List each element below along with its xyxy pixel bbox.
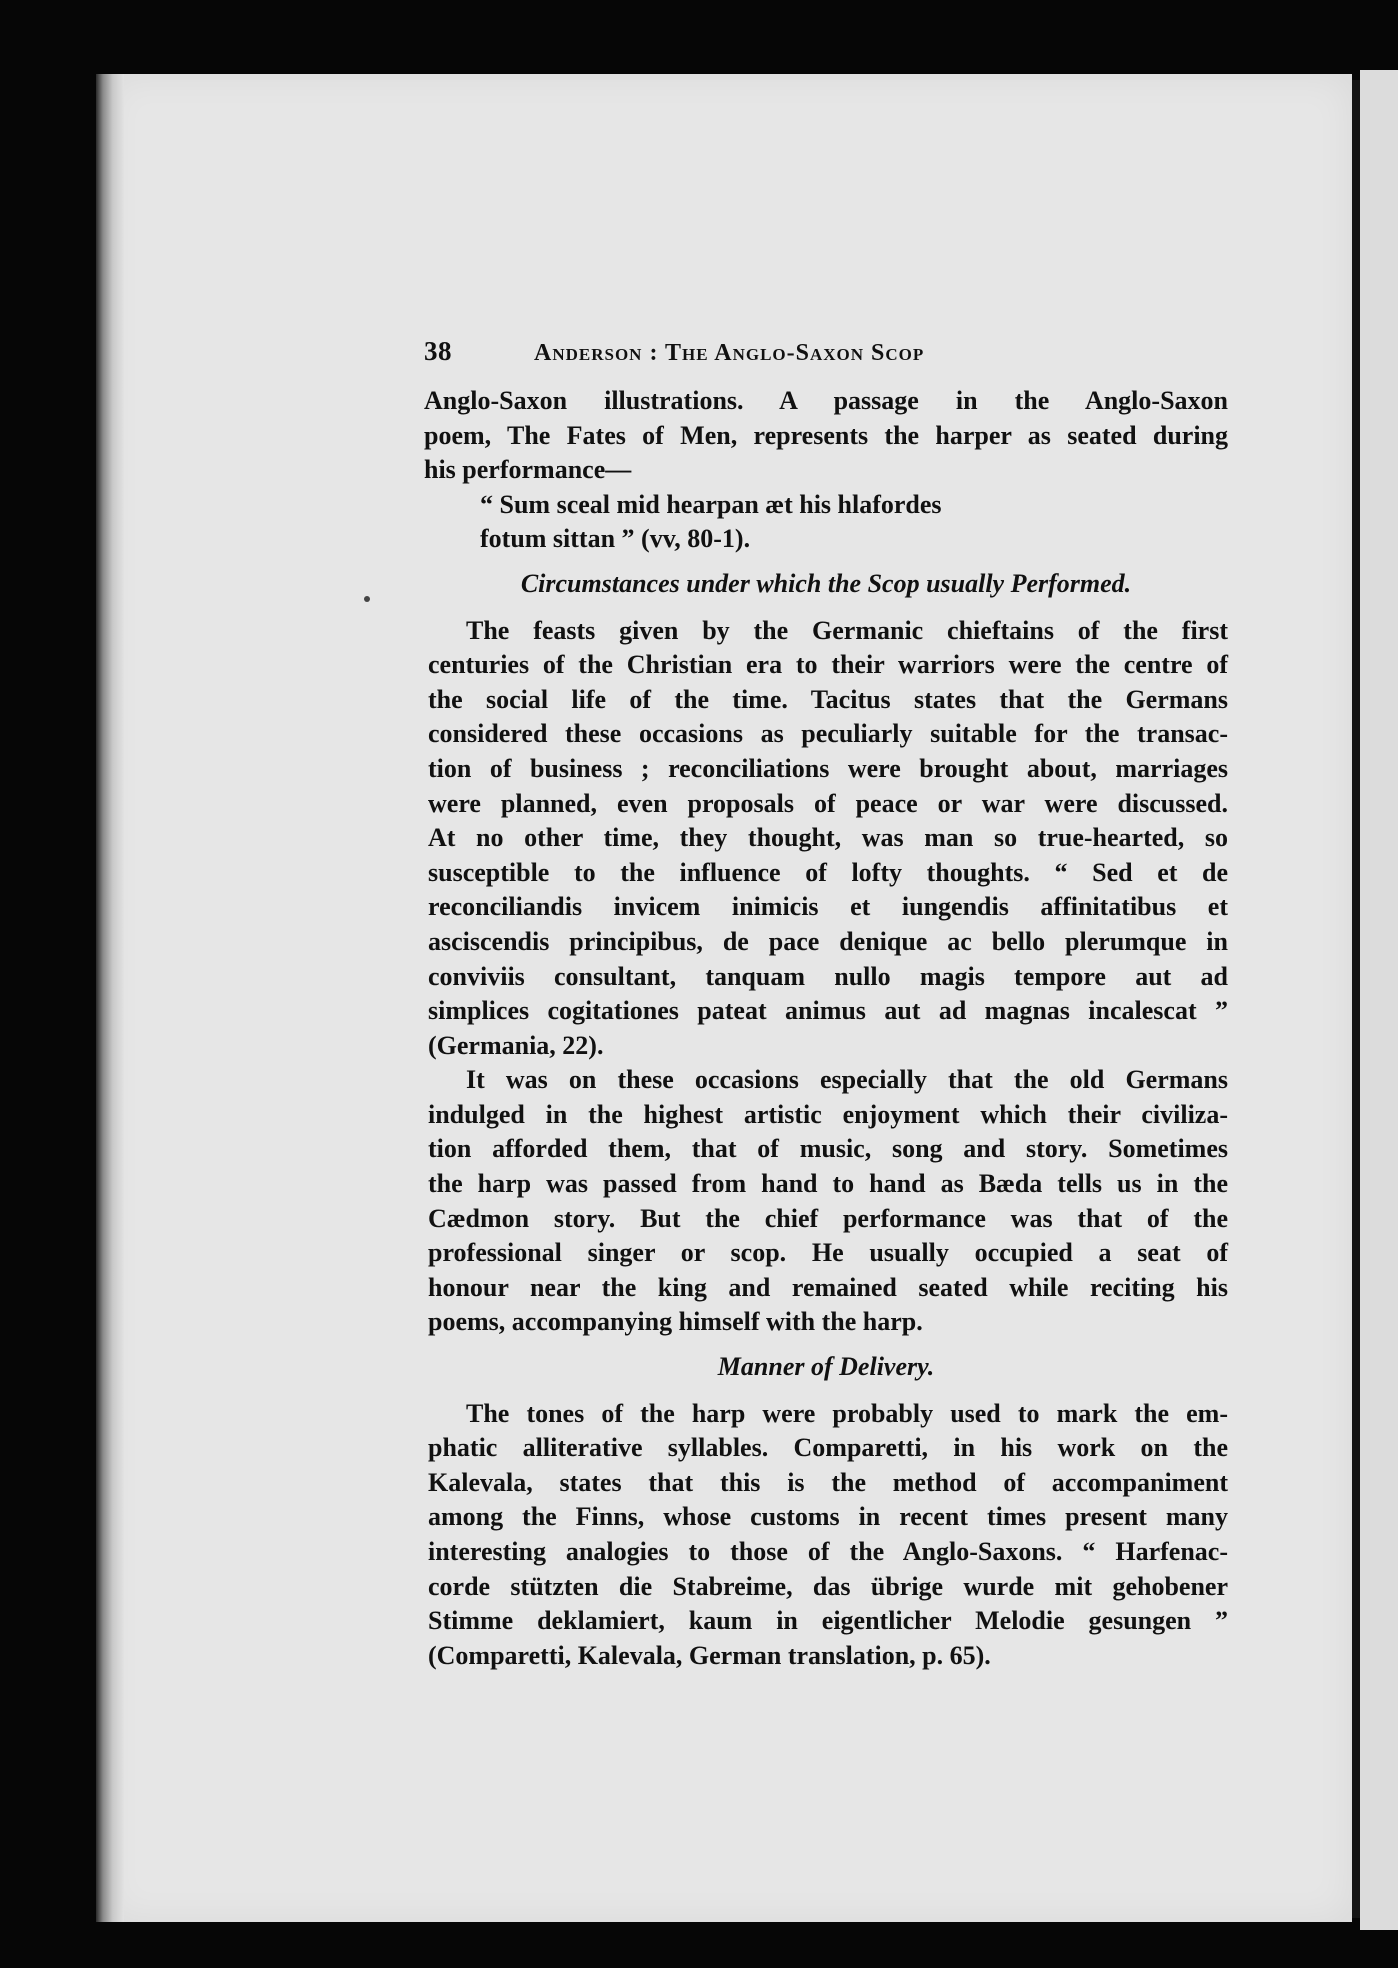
running-title: Anderson : The Anglo-Saxon Scop [534, 340, 925, 366]
page-number: 38 [424, 336, 452, 366]
p3-line-5: interesting analogies to those of the Anglo-Saxons. “ Harfenac- [428, 1537, 1228, 1566]
facing-page-edge [1360, 70, 1398, 1930]
intro-line-2: poem, The Fates of Men, represents the harper as seated during [424, 420, 1228, 450]
p1-line-5: tion of business ; reconciliations were brought about, marriages [428, 753, 1228, 783]
p3-line-4: among the Finns, whose customs in recent times present many [428, 1502, 1228, 1532]
p3-line-8: (Comparetti, Kalevala, German translation, p. 65). [428, 1640, 991, 1670]
p2-line-1: It was on these occasions especially that the old Germans [466, 1065, 1228, 1095]
p1-line-7: At no other time, they thought, was man so true-hearted, so [428, 823, 1228, 853]
p1-line-2: centuries of the Christian era to their warriors were the centre of [428, 650, 1228, 680]
intro-line-3: his performance— [424, 455, 632, 485]
verse-line-1: “ Sum sceal mid hearpan æt his hlafordes [480, 489, 942, 519]
p2-line-8: poems, accompanying himself with the harp. [428, 1307, 923, 1337]
p3-line-2: phatic alliterative syllables. Comparetti, in his work on the [428, 1433, 1228, 1463]
p1-line-6: were planned, even proposals of peace or war were discussed. [428, 788, 1228, 818]
running-head [424, 334, 1228, 384]
p1-line-8: susceptible to the influence of lofty thoughts. “ Sed et de [428, 857, 1228, 887]
p1-line-11: conviviis consultant, tanquam nullo magis tempore aut ad [428, 961, 1228, 991]
intro-paragraph [424, 384, 1228, 488]
book-gutter [96, 74, 124, 1922]
p1-line-10: asciscendis principibus, de pace denique ac bello plerumque in [428, 926, 1228, 956]
p2-line-5: Cædmon story. But the chief performance was that of the [428, 1203, 1228, 1233]
p2-line-7: honour near the king and remained seated while reciting his [428, 1272, 1228, 1302]
p2-line-4: the harp was passed from hand to hand as Bæda tells us in the [428, 1169, 1228, 1199]
p2-line-6: professional singer or scop. He usually occupied a seat of [428, 1238, 1228, 1268]
margin-dot [364, 596, 370, 602]
verse-line-2: fotum sittan ” (vv, 80-1). [480, 524, 751, 554]
section-heading-delivery: Manner of Delivery. [717, 1352, 935, 1382]
p3-line-6: corde stützten die Stabreime, das übrige wurde mit gehobener [428, 1571, 1228, 1601]
paragraph-feasts [424, 614, 1228, 1064]
p1-line-9: reconciliandis invicem inimicis et iungendis affinitatibus et [428, 892, 1228, 922]
p2-line-3: tion afforded them, that of music, song and story. Sometimes [428, 1134, 1228, 1164]
page-edge-shadow [1352, 80, 1360, 1918]
p3-line-1: The tones of the harp were probably used to mark the em- [466, 1398, 1228, 1428]
intro-line-1: Anglo-Saxon illustrations. A passage in the Anglo-Saxon [424, 386, 1228, 415]
verse-quotation [480, 488, 1228, 557]
p2-line-2: indulged in the highest artistic enjoyment which their civiliza- [428, 1099, 1228, 1129]
p1-line-12: simplices cogitationes pateat animus aut ad magnas incalescat ” [428, 996, 1228, 1026]
p3-line-3: Kalevala, states that this is the method of accompaniment [428, 1467, 1228, 1497]
p1-line-13: (Germania, 22). [428, 1030, 604, 1060]
p1-line-3: the social life of the time. Tacitus states that the Germans [428, 684, 1228, 714]
paragraph-occasions [424, 1063, 1228, 1340]
p1-line-1: The feasts given by the Germanic chieftains of the first [466, 615, 1228, 645]
text-column [424, 334, 1228, 1673]
section-heading-circumstances: Circumstances under which the Scop usually Performed. [520, 568, 1132, 598]
p3-line-7: Stimme deklamiert, kaum in eigentlicher Melodie gesungen ” [428, 1606, 1228, 1636]
paragraph-delivery [424, 1397, 1228, 1674]
p1-line-4: considered these occasions as peculiarly suitable for the transac- [428, 719, 1228, 749]
